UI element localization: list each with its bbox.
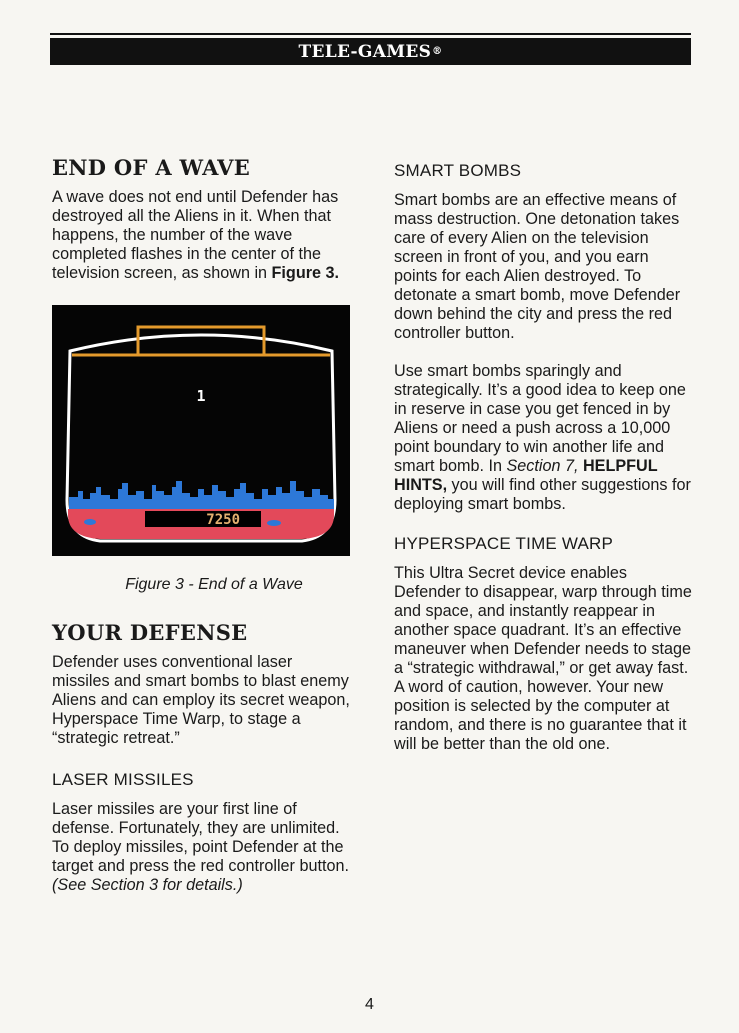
trademark-symbol: ® [432,46,443,57]
header-title: TELE-GAMES [298,41,432,62]
smart-bombs-heading: SMART BOMBS [394,161,522,180]
laser-missiles-note: (See Section 3 for details.) [52,876,243,894]
laser-missiles-paragraph [52,800,352,895]
helpful-hints-reference: HELPFUL HINTS, [394,457,658,494]
smart-bombs-paragraph-1: Smart bombs are an effective means of mass destruction. One detonation takes care of every Alien on the television screen in front of you, and you earn points for each Alien destroyed. To detonate a smart bomb, move Defender down behind the city and press the red controller button. [394,191,681,342]
game-screen-illustration [52,305,350,556]
right-column [394,155,694,754]
score-value: 7250 [206,512,240,528]
header-rule [50,33,691,35]
smart-bombs-tail: you will find other suggestions for deploying smart bombs. [394,476,691,513]
smart-bombs-paragraph-2 [394,362,694,514]
laser-missiles-text: Laser missiles are your first line of defense. Fortunately, they are unlimited. To deploy missiles, point Defender at the target and press the red controller button. [52,800,349,875]
figure-reference: Figure 3. [271,264,340,282]
figure-3-screenshot [52,305,350,556]
hyperspace-paragraph: This Ultra Secret device enables Defender to disappear, warp through time and space, and instantly reappear in another space quadrant. It’s an effective maneuver when Defender needs to stage a “strategic withdrawal,” or get away fast. A word of caution, however. Your new position is selected by the computer at random, and there is no guarantee that it will be better than the old one. [394,564,692,753]
your-defense-paragraph: Defender uses conventional laser missiles and smart bombs to blast enemy Aliens and can employ its secret weapon, Hyperspace Time Warp, to stage a “strategic retreat.” [52,653,350,747]
hyperspace-heading: HYPERSPACE TIME WARP [394,534,614,553]
end-of-wave-paragraph [52,188,352,283]
page-number: 4 [365,996,374,1013]
end-of-wave-text: A wave does not end until Defender has destroyed all the Aliens in it. When that happens, the number of the wave completed flashes in the center of the television screen, as shown in [52,188,339,282]
figure-caption: Figure 3 - End of a Wave [125,576,303,593]
section-7-reference: Section 7, [506,457,579,475]
score-box [145,511,261,527]
smart-bomb-indicator-icon [84,519,96,525]
page-header [50,33,691,65]
end-of-wave-heading: END OF A WAVE [52,155,251,180]
defender-ship-icon [267,520,281,526]
wave-number: 1 [196,387,206,405]
left-column [52,155,352,895]
your-defense-heading: YOUR DEFENSE [52,620,248,645]
header-banner [50,38,691,65]
smart-bombs-text: Use smart bombs sparingly and strategically. It’s a good idea to keep one in reserve in case you get fenced in by Aliens or need a push across a 10,000 point boundary to win another life and smart bomb. In [394,362,686,475]
laser-missiles-heading: LASER MISSILES [52,770,194,789]
